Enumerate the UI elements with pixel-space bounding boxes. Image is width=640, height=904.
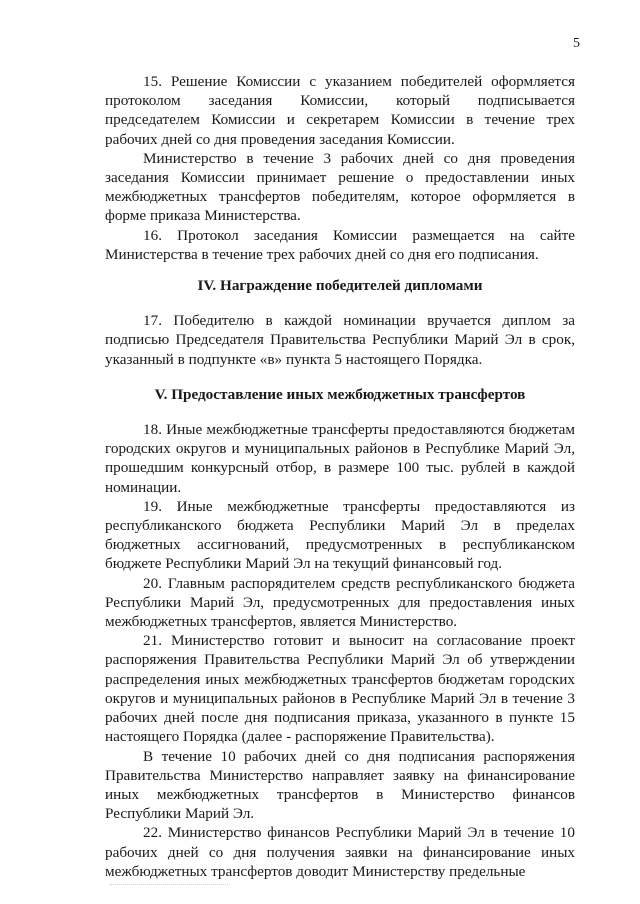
paragraph-16: 16. Протокол заседания Комиссии размещается на сайте Министерства в течение трех рабочих дней со дня его подписания. bbox=[105, 226, 575, 263]
paragraph-20: 20. Главным распорядителем средств республиканского бюджета Республики Марий Эл, предусмотренных для предоставления иных межбюджетных трансфертов, является Министерство. bbox=[105, 574, 575, 631]
scan-artifact bbox=[110, 884, 230, 887]
paragraph-15: 15. Решение Комиссии с указанием победителей оформляется протоколом заседания Комиссии, который подписывается председателем Комиссии и секретарем Комиссии в течение трех рабочих дней со дня проведения заседания Комиссии. bbox=[105, 73, 575, 148]
page-number: 5 bbox=[573, 36, 580, 51]
paragraph-21-application: В течение 10 рабочих дней со дня подписания распоряжения Правительства Министерство направляет заявку на финансирование иных межбюджетных трансфертов в Министерство финансов Республики Марий Эл. bbox=[105, 747, 575, 823]
section-heading-iv: IV. Награждение победителей дипломами bbox=[197, 277, 483, 295]
paragraph-19: 19. Иные межбюджетные трансферты предоставляются из республиканского бюджета Республики Марий Эл в пределах бюджетных ассигнований, предусмотренных в республиканском бюджете Республики Марий Эл на текущий финансовый год. bbox=[105, 497, 575, 573]
paragraph-18: 18. Иные межбюджетные трансферты предоставляются бюджетам городских округов и муниципальных районов в Республике Марий Эл, прошедшим конкурсный отбор, в размере 100 тыс. рублей в каждой номинации. bbox=[105, 421, 575, 496]
paragraph-17: 17. Победителю в каждой номинации вручается диплом за подписью Председателя Правительства Республики Марий Эл в срок, указанный в подпункте «в» пункта 5 настоящего Порядка. bbox=[105, 312, 575, 368]
paragraph-22: 22. Министерство финансов Республики Марий Эл в течение 10 рабочих дней со дня получения заявки на финансирование иных межбюджетных трансфертов доводит Министерству предельные bbox=[105, 824, 575, 880]
section-heading-v: V. Предоставление иных межбюджетных трансфертов bbox=[154, 385, 526, 403]
paragraph-ministry-decision: Министерство в течение 3 рабочих дней со дня проведения заседания Комиссии принимает решение о предоставлении иных межбюджетных трансфертов победителям, которое оформляется в форме приказа Министерства. bbox=[105, 149, 575, 225]
document-body bbox=[105, 72, 575, 881]
paragraph-21: 21. Министерство готовит и выносит на согласование проект распоряжения Правительства Республики Марий Эл об утверждении распределения иных межбюджетных трансфертов бюджетам городских округов и муниципальных районов в Республике Марий Эл в течение 3 рабочих дней после дня подписания приказа, указанного в пункте 15 настоящего Порядка (далее - распоряжение Правительства). bbox=[105, 632, 575, 746]
